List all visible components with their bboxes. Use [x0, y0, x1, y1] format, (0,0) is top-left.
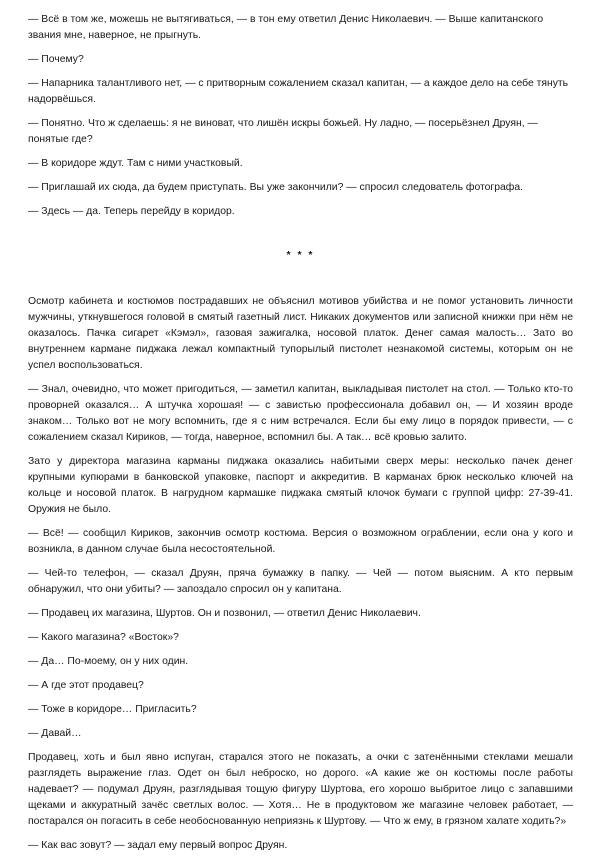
paragraph: — В коридоре ждут. Там с ними участковый. [28, 158, 243, 169]
paragraph: — Чей-то телефон, — сказал Друян, пряча бумажку в папку. — Чей — потом выясним. А кто первым обнаружил, что они убиты? — запоздало спросил он у капитана. [28, 568, 573, 595]
paragraph: — Продавец их магазина, Шуртов. Он и позвонил, — ответил Денис Николаевич. [28, 608, 421, 619]
paragraph: — Какого магазина? «Восток»? [28, 632, 179, 643]
paragraph: — А где этот продавец? [28, 680, 144, 691]
paragraph: — Понятно. Что ж сделаешь: я не виноват, что лишён искры божьей. Ну ладно, — посерьёзнел Друян, — понятые где? [28, 118, 538, 145]
paragraph: — Знал, очевидно, что может пригодиться, — заметил капитан, выкладывая пистолет на стол. — Только кто-то проворней оказался… А штучка хорошая! — с завистью профессионала добавил он, — И хозяин вроде знаком… Только вот не могу вспомнить, где я с ним встречался. Если бы ему лицо в порядок привести, — с сожалением сказал Кириков, — тогда, наверное, вспомнил бы. А так… всё кровью залито. [28, 384, 573, 443]
section-separator: * * * [286, 250, 315, 261]
paragraph: Продавец, хоть и был явно испуган, старался этого не показать, а очки с затенёнными стеклами мешали разглядеть выражение глаз. Одет он был неброско, но дорого. «А какие же он костюмы после работы надевает? — подумал Друян, разглядывая тощую фигуру Шуртова, его хорошо выбритое лицо с запавшими щеками и аккуратный зачёс светлых волос. — Хотя… Не в продуктовом же магазине человек работает, — постарался он погасить в себе необоснованную неприязнь к Шуртову. — Что ж ему, в грязном халате ходить?» [28, 752, 573, 827]
paragraph: — Почему? [28, 54, 84, 65]
paragraph: — Давай… [28, 728, 82, 739]
document-page [28, 12, 573, 862]
paragraph: — Здесь — да. Теперь перейду в коридор. [28, 206, 235, 217]
paragraph: — Как вас зовут? — задал ему первый вопрос Друян. [28, 840, 288, 851]
paragraph: — Да… По-моему, он у них один. [28, 656, 189, 667]
paragraph: Зато у директора магазина карманы пиджака оказались набитыми сверх меры: несколько пачек денег крупными купюрами в банковской упаковке, паспорт и аккредитив. В карманах брюк несколько ключей на кольце и носовой платок. В нагрудном кармашке пиджака смятый клочок бумаги с группой цифр: 27-39-41. Оружия не было. [28, 456, 573, 515]
paragraph: — Всё в том же, можешь не вытягиваться, — в тон ему ответил Денис Николаевич. — Выше капитанского звания мне, наверное, не прыгнуть. [28, 14, 544, 41]
paragraph: — Приглашай их сюда, да будем приступать. Вы уже закончили? — спросил следователь фотографа. [28, 182, 523, 193]
paragraph: — Всё! — сообщил Кириков, закончив осмотр костюма. Версия о возможном ограблении, если она у кого и возникла, в данном случае была несостоятельной. [28, 528, 573, 555]
paragraph: — Напарника талантливого нет, — с притворным сожалением сказал капитан, — а каждое дело на себе тянуть надорвёшься. [28, 78, 569, 105]
paragraph: Осмотр кабинета и костюмов пострадавших не объяснил мотивов убийства и не помог установить личности мужчины, уткнувшегося головой в смятый газетный лист. Никаких документов или записной книжки при нём не оказалось. Пачка сигарет «Кэмэл», газовая зажигалка, носовой платок. Денег самая малость… Зато во внутреннем кармане пиджака лежал компактный тупорылый пистолет незнакомой системы, которым он не успел воспользоваться. [28, 296, 573, 371]
paragraph: — Тоже в коридоре… Пригласить? [28, 704, 197, 715]
